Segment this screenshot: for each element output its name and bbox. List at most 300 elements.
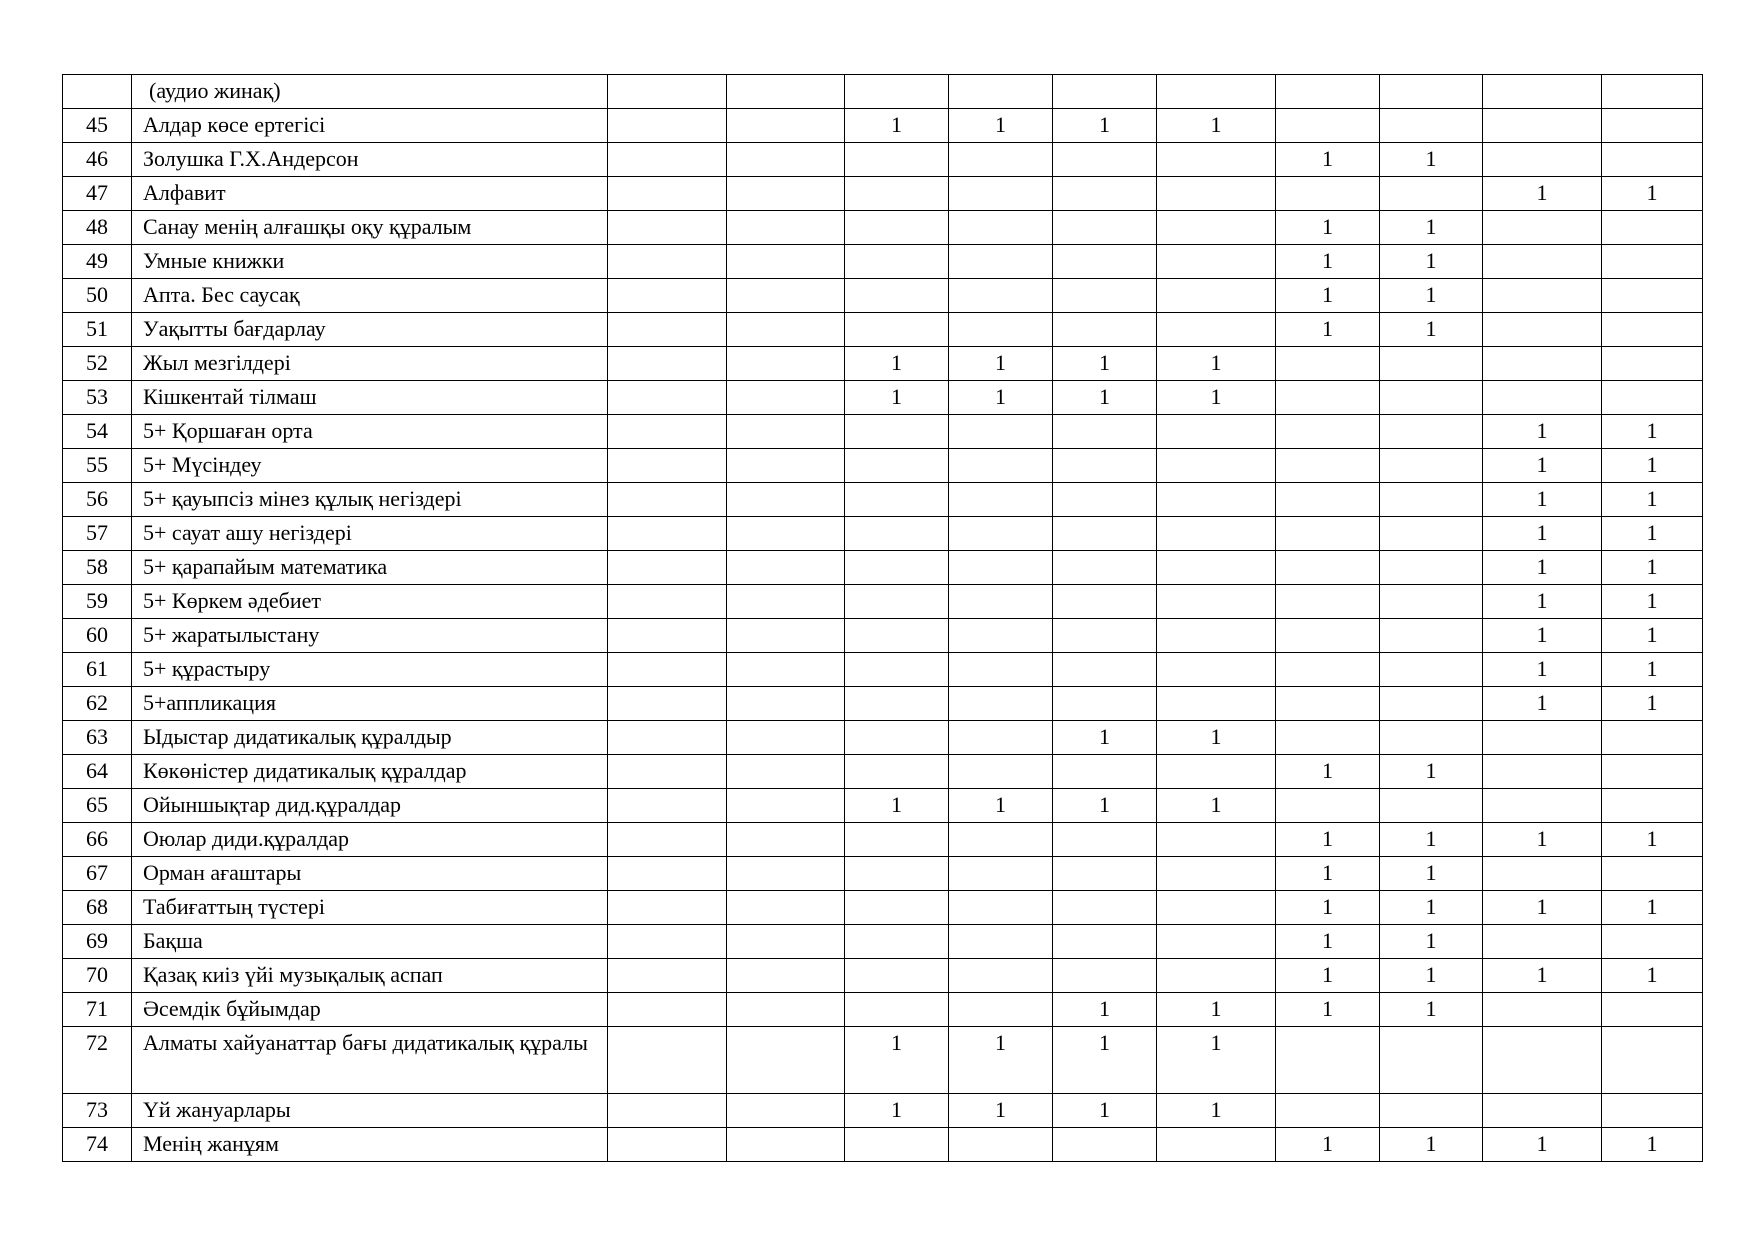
item-name: Апта. Бес саусақ [132, 279, 608, 313]
value-cell [727, 993, 845, 1027]
value-cell [845, 653, 949, 687]
value-cell: 1 [1157, 347, 1276, 381]
item-name: Алдар көсе ертегісі [132, 109, 608, 143]
table-row [63, 143, 1703, 177]
value-cell [727, 959, 845, 993]
value-cell: 1 [949, 1027, 1053, 1094]
value-cell [1276, 721, 1380, 755]
value-cell [608, 823, 727, 857]
value-cell [1053, 211, 1157, 245]
value-cell [1157, 891, 1276, 925]
row-number: 50 [63, 279, 132, 313]
value-cell [727, 381, 845, 415]
value-cell [845, 755, 949, 789]
value-cell [1380, 1027, 1483, 1094]
value-cell [1276, 619, 1380, 653]
value-cell [1276, 483, 1380, 517]
value-cell [1053, 551, 1157, 585]
value-cell: 1 [949, 381, 1053, 415]
value-cell [1602, 993, 1703, 1027]
value-cell: 1 [1602, 891, 1703, 925]
item-name: Ыдыстар дидатикалық құралдыр [132, 721, 608, 755]
item-name: 5+ құрастыру [132, 653, 608, 687]
value-cell [1380, 1094, 1483, 1128]
value-cell: 1 [1602, 823, 1703, 857]
value-cell: 1 [1276, 857, 1380, 891]
value-cell [727, 585, 845, 619]
value-cell [1053, 857, 1157, 891]
row-number: 49 [63, 245, 132, 279]
row-number: 46 [63, 143, 132, 177]
value-cell: 1 [1380, 823, 1483, 857]
value-cell: 1 [845, 347, 949, 381]
value-cell: 1 [1483, 449, 1602, 483]
value-cell: 1 [1157, 789, 1276, 823]
value-cell [727, 891, 845, 925]
value-cell [608, 143, 727, 177]
value-cell: 1 [845, 109, 949, 143]
value-cell: 1 [1276, 925, 1380, 959]
value-cell: 1 [1602, 517, 1703, 551]
row-number: 69 [63, 925, 132, 959]
value-cell [608, 381, 727, 415]
value-cell [845, 925, 949, 959]
value-cell [1602, 245, 1703, 279]
value-cell [949, 75, 1053, 109]
value-cell [608, 585, 727, 619]
value-cell: 1 [1053, 347, 1157, 381]
table-row [63, 1128, 1703, 1162]
value-cell: 1 [1483, 585, 1602, 619]
value-cell [949, 483, 1053, 517]
table-row [63, 517, 1703, 551]
value-cell [608, 721, 727, 755]
value-cell: 1 [845, 1094, 949, 1128]
value-cell: 1 [1602, 1128, 1703, 1162]
value-cell [1053, 755, 1157, 789]
table-row [63, 313, 1703, 347]
value-cell [845, 313, 949, 347]
value-cell: 1 [1380, 143, 1483, 177]
value-cell [1276, 653, 1380, 687]
value-cell [727, 687, 845, 721]
table-row [63, 925, 1703, 959]
value-cell: 1 [1483, 891, 1602, 925]
value-cell: 1 [1157, 721, 1276, 755]
value-cell [949, 653, 1053, 687]
value-cell [1276, 75, 1380, 109]
row-number: 53 [63, 381, 132, 415]
table-row [63, 721, 1703, 755]
table-row [63, 347, 1703, 381]
value-cell: 1 [1380, 245, 1483, 279]
value-cell: 1 [1483, 517, 1602, 551]
value-cell [608, 245, 727, 279]
value-cell [1483, 789, 1602, 823]
value-cell [1053, 925, 1157, 959]
table-row [63, 891, 1703, 925]
value-cell [1157, 245, 1276, 279]
value-cell [608, 925, 727, 959]
value-cell [1157, 483, 1276, 517]
item-name: 5+ Қоршаған орта [132, 415, 608, 449]
value-cell [727, 517, 845, 551]
value-cell [1380, 585, 1483, 619]
value-cell [608, 1027, 727, 1094]
value-cell [1602, 925, 1703, 959]
value-cell: 1 [1602, 177, 1703, 211]
table-row [63, 75, 1703, 109]
value-cell: 1 [1380, 891, 1483, 925]
value-cell [1053, 823, 1157, 857]
item-name: Алфавит [132, 177, 608, 211]
table-row [63, 245, 1703, 279]
table-row [63, 551, 1703, 585]
value-cell [608, 75, 727, 109]
value-cell [1602, 109, 1703, 143]
value-cell [608, 415, 727, 449]
row-number: 65 [63, 789, 132, 823]
value-cell [608, 449, 727, 483]
value-cell: 1 [1053, 1027, 1157, 1094]
value-cell: 1 [949, 109, 1053, 143]
value-cell [1053, 891, 1157, 925]
table-row [63, 449, 1703, 483]
value-cell [608, 551, 727, 585]
value-cell [1053, 313, 1157, 347]
value-cell: 1 [1053, 789, 1157, 823]
value-cell [1483, 1027, 1602, 1094]
row-number: 57 [63, 517, 132, 551]
value-cell [1483, 313, 1602, 347]
value-cell [1483, 347, 1602, 381]
value-cell [949, 687, 1053, 721]
value-cell: 1 [1483, 483, 1602, 517]
value-cell [1276, 517, 1380, 551]
value-cell [608, 517, 727, 551]
value-cell [1602, 211, 1703, 245]
value-cell: 1 [1053, 381, 1157, 415]
value-cell [727, 551, 845, 585]
value-cell [845, 75, 949, 109]
value-cell [1602, 1094, 1703, 1128]
value-cell [1157, 415, 1276, 449]
value-cell [608, 755, 727, 789]
value-cell [608, 211, 727, 245]
value-cell [1053, 415, 1157, 449]
value-cell [608, 177, 727, 211]
value-cell [1157, 823, 1276, 857]
value-cell: 1 [1157, 1094, 1276, 1128]
value-cell [1276, 551, 1380, 585]
item-name: Кішкентай тілмаш [132, 381, 608, 415]
value-cell: 1 [949, 1094, 1053, 1128]
value-cell [1380, 415, 1483, 449]
value-cell [1483, 143, 1602, 177]
item-name: Табиғаттың түстері [132, 891, 608, 925]
value-cell [1157, 653, 1276, 687]
table-row [63, 381, 1703, 415]
value-cell [1157, 211, 1276, 245]
value-cell [845, 143, 949, 177]
value-cell [1483, 211, 1602, 245]
value-cell [1276, 109, 1380, 143]
value-cell [1483, 993, 1602, 1027]
value-cell [608, 789, 727, 823]
row-number: 74 [63, 1128, 132, 1162]
value-cell [1602, 755, 1703, 789]
value-cell [1053, 619, 1157, 653]
value-cell [845, 551, 949, 585]
value-cell: 1 [1276, 143, 1380, 177]
value-cell [949, 1128, 1053, 1162]
table-row [63, 993, 1703, 1027]
value-cell [949, 619, 1053, 653]
value-cell [1157, 177, 1276, 211]
value-cell [1602, 1027, 1703, 1094]
value-cell [845, 823, 949, 857]
value-cell [1276, 1094, 1380, 1128]
table-row [63, 789, 1703, 823]
value-cell [949, 517, 1053, 551]
value-cell [608, 619, 727, 653]
value-cell [1380, 109, 1483, 143]
value-cell [845, 891, 949, 925]
value-cell [1602, 789, 1703, 823]
value-cell [1053, 959, 1157, 993]
value-cell: 1 [1602, 415, 1703, 449]
value-cell [1157, 857, 1276, 891]
row-number: 68 [63, 891, 132, 925]
table-row [63, 279, 1703, 313]
value-cell [608, 891, 727, 925]
value-cell: 1 [1276, 755, 1380, 789]
value-cell [608, 109, 727, 143]
value-cell: 1 [1157, 993, 1276, 1027]
value-cell [845, 279, 949, 313]
value-cell [727, 925, 845, 959]
item-name: Көкөністер дидатикалық құралдар [132, 755, 608, 789]
item-name: Уақытты бағдарлау [132, 313, 608, 347]
value-cell [949, 891, 1053, 925]
value-cell [1602, 347, 1703, 381]
table-row [63, 1027, 1703, 1094]
value-cell: 1 [1602, 483, 1703, 517]
item-name: Әсемдік бұйымдар [132, 993, 608, 1027]
value-cell [1380, 721, 1483, 755]
row-number: 47 [63, 177, 132, 211]
value-cell [1157, 619, 1276, 653]
value-cell [845, 483, 949, 517]
value-cell [1157, 313, 1276, 347]
value-cell: 1 [1483, 959, 1602, 993]
value-cell [727, 857, 845, 891]
value-cell [608, 687, 727, 721]
value-cell [1053, 449, 1157, 483]
value-cell [1483, 857, 1602, 891]
value-cell [1602, 721, 1703, 755]
value-cell [1276, 687, 1380, 721]
row-number: 70 [63, 959, 132, 993]
table-row [63, 653, 1703, 687]
value-cell [1602, 857, 1703, 891]
value-cell [1483, 925, 1602, 959]
value-cell [727, 789, 845, 823]
value-cell [949, 993, 1053, 1027]
value-cell: 1 [1380, 211, 1483, 245]
value-cell [727, 177, 845, 211]
value-cell: 1 [1602, 449, 1703, 483]
value-cell [1053, 585, 1157, 619]
table-row [63, 857, 1703, 891]
value-cell [1157, 755, 1276, 789]
value-cell [1276, 789, 1380, 823]
table-row [63, 619, 1703, 653]
item-name: 5+ қарапайым математика [132, 551, 608, 585]
value-cell [1276, 347, 1380, 381]
value-cell [949, 279, 1053, 313]
value-cell [727, 109, 845, 143]
value-cell [845, 415, 949, 449]
value-cell [608, 993, 727, 1027]
item-name: Үй жануарлары [132, 1094, 608, 1128]
value-cell [845, 857, 949, 891]
value-cell [949, 211, 1053, 245]
value-cell [949, 721, 1053, 755]
item-name: 5+ Мүсіндеу [132, 449, 608, 483]
value-cell: 1 [1380, 1128, 1483, 1162]
item-name: Менің жанұям [132, 1128, 608, 1162]
value-cell [1157, 585, 1276, 619]
value-cell [1602, 313, 1703, 347]
value-cell: 1 [845, 1027, 949, 1094]
value-cell: 1 [1483, 823, 1602, 857]
value-cell [727, 653, 845, 687]
value-cell [1380, 653, 1483, 687]
item-name: (аудио жинақ) [132, 75, 608, 109]
value-cell [1483, 721, 1602, 755]
value-cell: 1 [1602, 551, 1703, 585]
value-cell: 1 [1053, 721, 1157, 755]
value-cell: 1 [1483, 415, 1602, 449]
value-cell [1380, 687, 1483, 721]
item-name: 5+ Көркем әдебиет [132, 585, 608, 619]
value-cell [949, 177, 1053, 211]
value-cell [1276, 177, 1380, 211]
value-cell: 1 [1053, 109, 1157, 143]
item-name: Оюлар диди.құралдар [132, 823, 608, 857]
item-name: 5+аппликация [132, 687, 608, 721]
value-cell [845, 245, 949, 279]
value-cell [727, 211, 845, 245]
table-row [63, 415, 1703, 449]
item-name: 5+ жаратылыстану [132, 619, 608, 653]
value-cell: 1 [1483, 177, 1602, 211]
table-row [63, 755, 1703, 789]
value-cell [1157, 449, 1276, 483]
value-cell [949, 585, 1053, 619]
value-cell [1602, 143, 1703, 177]
value-cell [949, 143, 1053, 177]
table-row [63, 585, 1703, 619]
row-number: 63 [63, 721, 132, 755]
inventory-table [62, 74, 1703, 1162]
value-cell [1380, 449, 1483, 483]
value-cell [1380, 483, 1483, 517]
item-name: Қазақ киіз үйі музықалық аспап [132, 959, 608, 993]
value-cell [949, 245, 1053, 279]
value-cell [1380, 347, 1483, 381]
row-number: 66 [63, 823, 132, 857]
row-number [63, 75, 132, 109]
value-cell: 1 [1157, 1027, 1276, 1094]
value-cell [1157, 687, 1276, 721]
item-name: Бақша [132, 925, 608, 959]
row-number: 55 [63, 449, 132, 483]
value-cell [1380, 517, 1483, 551]
value-cell [949, 755, 1053, 789]
table-row [63, 687, 1703, 721]
value-cell [1157, 143, 1276, 177]
value-cell [1276, 381, 1380, 415]
value-cell [845, 959, 949, 993]
value-cell [1053, 75, 1157, 109]
value-cell [1483, 755, 1602, 789]
item-name: Алматы хайуанаттар бағы дидатикалық құралы [132, 1027, 608, 1094]
value-cell [1157, 75, 1276, 109]
value-cell [1380, 177, 1483, 211]
value-cell: 1 [1483, 1128, 1602, 1162]
value-cell [845, 517, 949, 551]
value-cell [1483, 75, 1602, 109]
value-cell: 1 [1380, 279, 1483, 313]
item-name: Жыл мезгілдері [132, 347, 608, 381]
value-cell [1053, 687, 1157, 721]
value-cell [608, 959, 727, 993]
value-cell [727, 483, 845, 517]
table-row [63, 483, 1703, 517]
value-cell [1483, 109, 1602, 143]
value-cell [1276, 449, 1380, 483]
row-number: 67 [63, 857, 132, 891]
value-cell [1157, 517, 1276, 551]
value-cell [1053, 1128, 1157, 1162]
value-cell [727, 449, 845, 483]
value-cell [727, 245, 845, 279]
value-cell [608, 313, 727, 347]
item-name: Ойыншықтар дид.құралдар [132, 789, 608, 823]
value-cell [845, 721, 949, 755]
value-cell [1053, 245, 1157, 279]
value-cell [845, 585, 949, 619]
value-cell [1380, 551, 1483, 585]
value-cell: 1 [1380, 993, 1483, 1027]
value-cell [1157, 1128, 1276, 1162]
item-name: Умные книжки [132, 245, 608, 279]
value-cell: 1 [1380, 755, 1483, 789]
value-cell: 1 [845, 381, 949, 415]
value-cell [1276, 1027, 1380, 1094]
value-cell [608, 347, 727, 381]
value-cell [727, 755, 845, 789]
value-cell [1483, 1094, 1602, 1128]
row-number: 64 [63, 755, 132, 789]
table-row [63, 109, 1703, 143]
item-name: 5+ қауыпсіз мінез құлық негіздері [132, 483, 608, 517]
value-cell [949, 415, 1053, 449]
value-cell [1483, 245, 1602, 279]
value-cell: 1 [1276, 313, 1380, 347]
